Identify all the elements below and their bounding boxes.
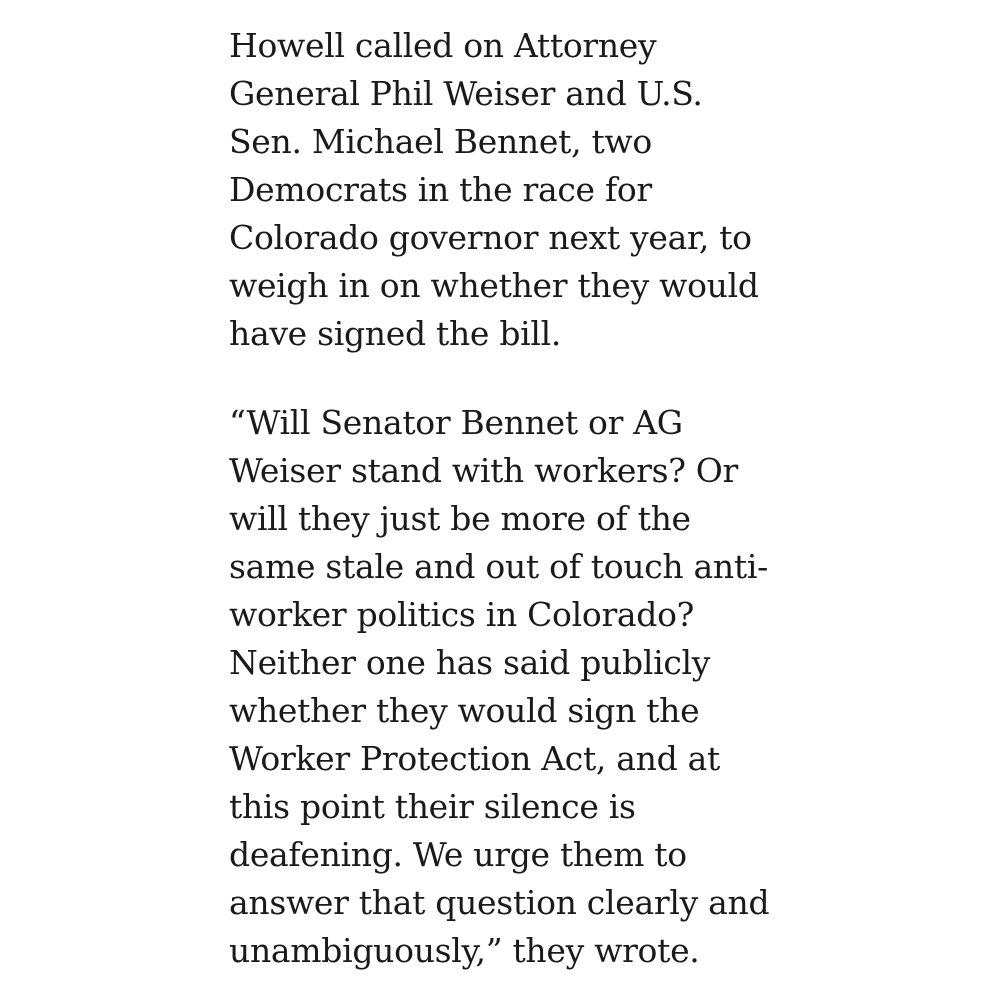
text-line: Sen. Michael Bennet, two	[229, 122, 652, 161]
text-line: Weiser stand with workers? Or	[229, 451, 739, 490]
text-line: Democrats in the race for	[229, 170, 652, 209]
article-body	[229, 22, 789, 975]
paragraph-howell-call	[229, 22, 789, 358]
paragraph-quote	[229, 399, 789, 975]
text-line: Howell called on Attorney	[229, 26, 657, 65]
text-line: General Phil Weiser and U.S.	[229, 74, 703, 113]
text-line: have signed the bill.	[229, 314, 562, 353]
text-line: whether they would sign the	[229, 691, 700, 730]
text-line: worker politics in Colorado?	[229, 595, 695, 634]
text-line: answer that question clearly and	[229, 883, 770, 922]
text-line: same stale and out of touch anti-	[229, 547, 768, 586]
text-line: Colorado governor next year, to	[229, 218, 752, 257]
text-line: this point their silence is	[229, 787, 636, 826]
text-line: Neither one has said publicly	[229, 643, 711, 682]
text-line: Worker Protection Act, and at	[229, 739, 720, 778]
text-line: “Will Senator Bennet or AG	[229, 403, 683, 442]
text-line: weigh in on whether they would	[229, 266, 759, 305]
text-line: deafening. We urge them to	[229, 835, 687, 874]
text-line: unambiguously,” they wrote.	[229, 931, 700, 970]
text-line: will they just be more of the	[229, 499, 691, 538]
